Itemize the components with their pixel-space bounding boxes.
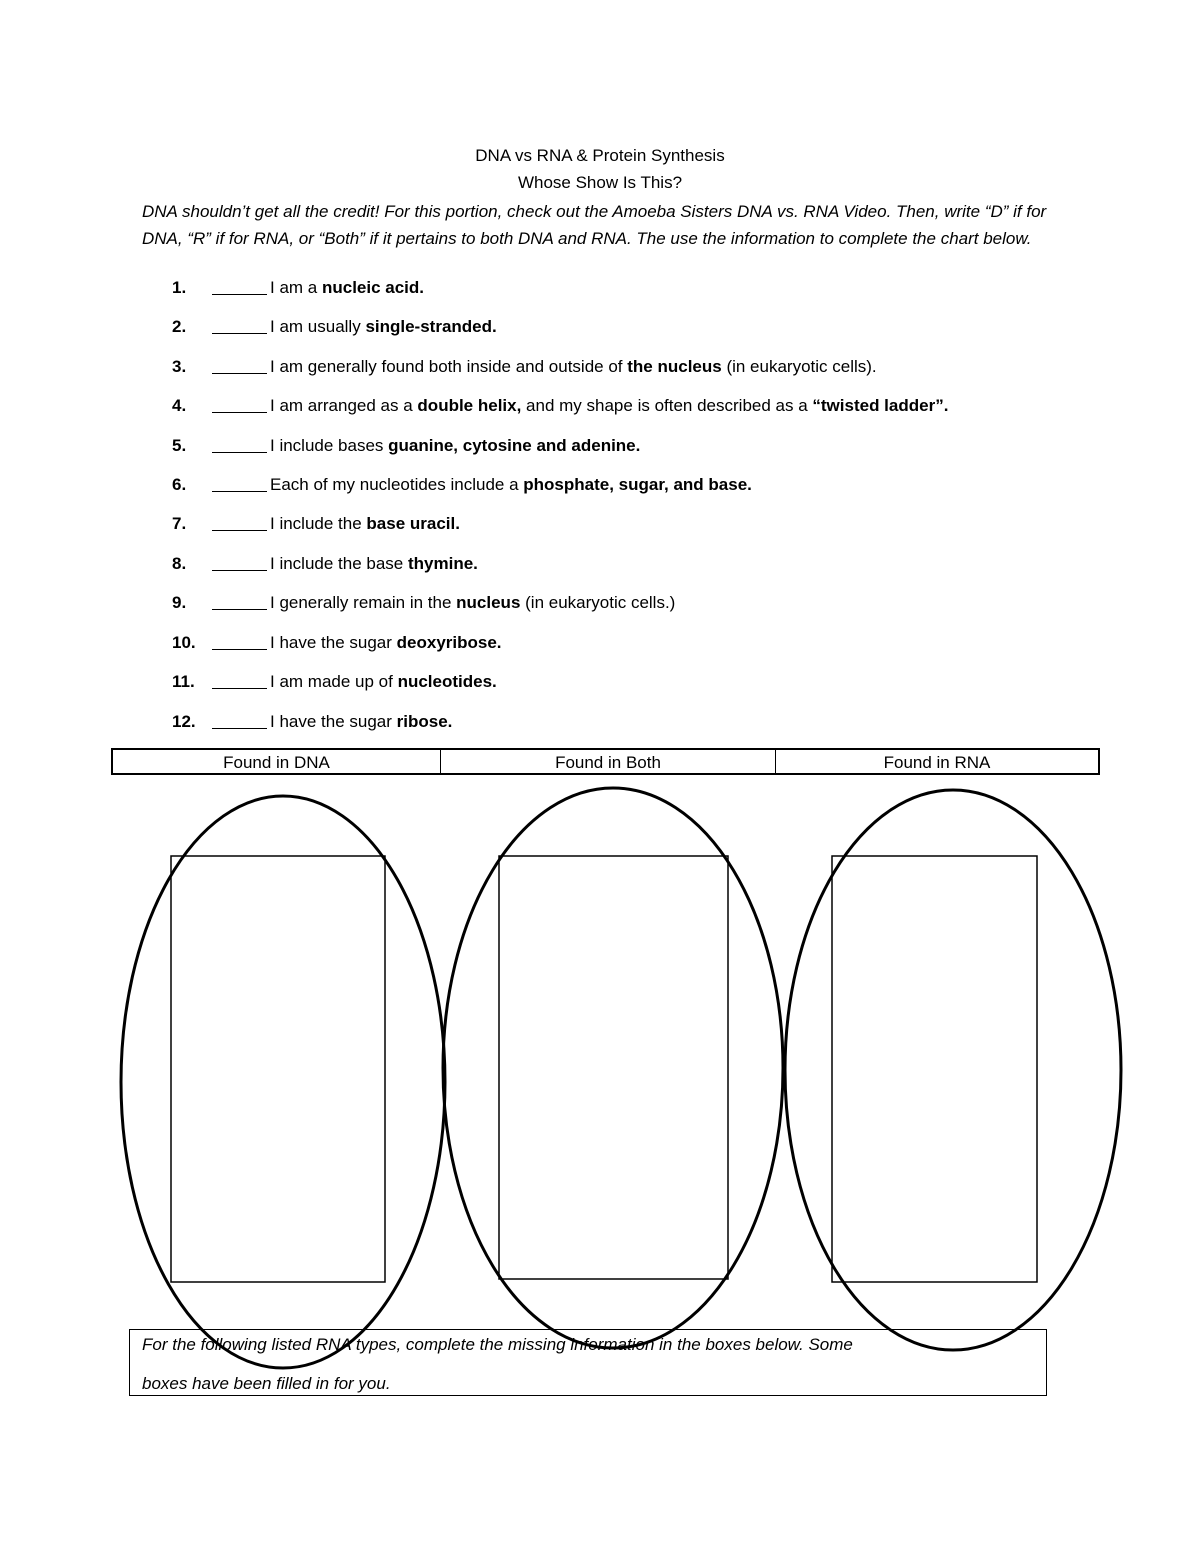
rna-instructions-line-1: For the following listed RNA types, complete the missing information in the boxes below. Some (142, 1335, 853, 1354)
answer-blank[interactable] (212, 473, 267, 492)
question-text: I am arranged as a double helix, and my shape is often described as a “twisted ladder”. (270, 396, 949, 415)
question-text: Each of my nucleotides include a phosphate, sugar, and base. (270, 475, 752, 494)
question-number: 11. (172, 672, 195, 691)
question-item (0, 552, 1200, 576)
rna-ellipse (785, 790, 1121, 1350)
question-item (0, 710, 1200, 734)
answer-blank[interactable] (212, 591, 267, 610)
column-found-in-both: Found in Both (440, 750, 775, 773)
column-found-in-rna: Found in RNA (775, 750, 1098, 773)
question-text: I am a nucleic acid. (270, 278, 425, 297)
question-item (0, 670, 1200, 694)
answer-blank[interactable] (212, 631, 267, 650)
question-text: I am generally found both inside and outside of the nucleus (in eukaryotic cells). (270, 357, 877, 376)
question-item (0, 434, 1200, 458)
question-number: 9. (172, 593, 187, 612)
question-text: I include the base uracil. (270, 514, 460, 533)
question-number: 1. (172, 278, 187, 297)
rna-types-instructions-box (129, 1329, 1047, 1396)
instructions-text: DNA shouldn’t get all the credit! For this portion, check out the Amoeba Sisters DNA vs. RNA Video. Then, write “D” if for DNA, “R” if for RNA, or “Both” if it pertains to both DNA and RNA. The use the information to complete the chart below. (142, 202, 1047, 248)
answer-blank[interactable] (212, 434, 267, 453)
question-item (0, 394, 1200, 418)
both-answer-box[interactable] (499, 856, 728, 1279)
rna-instructions-line-2: boxes have been filled in for you. (142, 1374, 391, 1393)
answer-blank[interactable] (212, 276, 267, 295)
question-number: 10. (172, 633, 196, 652)
question-number: 7. (172, 514, 187, 533)
dna-answer-box[interactable] (171, 856, 385, 1282)
question-item (0, 631, 1200, 655)
answer-blank[interactable] (212, 552, 267, 571)
rna-answer-box[interactable] (832, 856, 1037, 1282)
question-item (0, 276, 1200, 300)
answer-blank[interactable] (212, 355, 267, 374)
answer-blank[interactable] (212, 394, 267, 413)
question-text: I include bases guanine, cytosine and adenine. (270, 436, 641, 455)
answer-blank[interactable] (212, 512, 267, 531)
question-item (0, 473, 1200, 497)
question-number: 8. (172, 554, 187, 573)
page-subtitle: Whose Show Is This? (517, 173, 683, 192)
page-title: DNA vs RNA & Protein Synthesis (475, 146, 725, 165)
answer-blank[interactable] (212, 315, 267, 334)
question-text: I have the sugar ribose. (270, 712, 453, 731)
both-ellipse (443, 788, 783, 1348)
question-number: 2. (172, 317, 187, 336)
venn-chart-header (111, 748, 1100, 775)
question-number: 6. (172, 475, 187, 494)
answer-blank[interactable] (212, 670, 267, 689)
question-number: 4. (172, 396, 187, 415)
dna-ellipse (121, 796, 445, 1368)
answer-blank[interactable] (212, 710, 267, 729)
question-number: 5. (172, 436, 187, 455)
question-item (0, 512, 1200, 536)
column-found-in-dna: Found in DNA (223, 753, 330, 772)
question-text: I am made up of nucleotides. (270, 672, 497, 691)
question-item (0, 315, 1200, 339)
question-number: 12. (172, 712, 196, 731)
question-number: 3. (172, 357, 187, 376)
question-item (0, 591, 1200, 615)
question-text: I am usually single-stranded. (270, 317, 497, 336)
question-text: I include the base thymine. (270, 554, 478, 573)
question-item (0, 355, 1200, 379)
question-text: I generally remain in the nucleus (in eukaryotic cells.) (270, 593, 676, 612)
question-text: I have the sugar deoxyribose. (270, 633, 502, 652)
